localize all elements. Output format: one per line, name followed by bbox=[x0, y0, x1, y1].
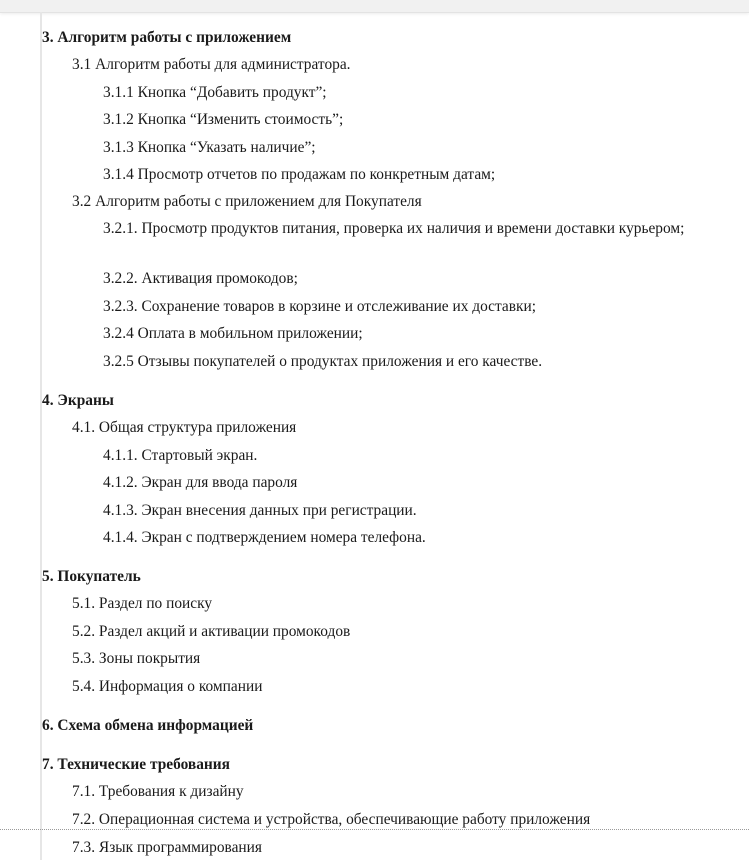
section-heading: 3. Алгоритм работы с приложением bbox=[42, 29, 292, 46]
page-break-line bbox=[0, 829, 749, 830]
subsection-title: 3.1 Алгоритм работы для администратора. bbox=[72, 56, 351, 73]
subsection-title: 4.1. Общая структура приложения bbox=[72, 419, 297, 436]
subsection-title: 3.2 Алгоритм работы с приложением для Покупателя bbox=[72, 193, 422, 210]
section-heading: 4. Экраны bbox=[42, 392, 114, 409]
list-item: 3.2.5 Отзывы покупателей о продуктах приложения и его качестве. bbox=[103, 353, 543, 370]
list-item: 4.1.4. Экран с подтверждением номера телефона. bbox=[103, 529, 426, 546]
list-item: 3.1.4 Просмотр отчетов по продажам по конкретным датам; bbox=[103, 166, 496, 183]
list-item: 4.1.2. Экран для ввода пароля bbox=[103, 474, 298, 491]
section-heading: 7. Технические требования bbox=[42, 756, 230, 773]
subsection-title: 7.3. Язык программирования bbox=[72, 839, 262, 856]
list-item: 3.2.2. Активация промокодов; bbox=[103, 270, 298, 287]
list-item: 4.1.1. Стартовый экран. bbox=[103, 447, 258, 464]
list-item: 3.2.1. Просмотр продуктов питания, проверка их наличия и времени доставки курьером; bbox=[103, 220, 685, 237]
subsection-title: 5.2. Раздел акций и активации промокодов bbox=[72, 623, 351, 640]
list-item: 4.1.3. Экран внесения данных при регистрации. bbox=[103, 502, 417, 519]
subsection-title: 7.2. Операционная система и устройства, обеспечивающие работу приложения bbox=[72, 811, 591, 828]
subsection-title: 5.4. Информация о компании bbox=[72, 678, 263, 695]
list-item: 3.1.2 Кнопка “Изменить стоимость”; bbox=[103, 111, 344, 128]
list-item: 3.1.1 Кнопка “Добавить продукт”; bbox=[103, 84, 327, 101]
list-item: 3.2.3. Сохранение товаров в корзине и отслеживание их доставки; bbox=[103, 298, 537, 315]
list-item: 3.2.4 Оплата в мобильном приложении; bbox=[103, 325, 363, 342]
section-heading: 6. Схема обмена информацией bbox=[42, 717, 254, 734]
subsection-title: 7.1. Требования к дизайну bbox=[72, 783, 244, 800]
section-heading: 5. Покупатель bbox=[42, 568, 141, 585]
subsection-title: 5.1. Раздел по поиску bbox=[72, 595, 213, 612]
subsection-title: 5.3. Зоны покрытия bbox=[72, 650, 201, 667]
list-item: 3.1.3 Кнопка “Указать наличие”; bbox=[103, 139, 316, 156]
editor-top-bar bbox=[0, 0, 749, 13]
